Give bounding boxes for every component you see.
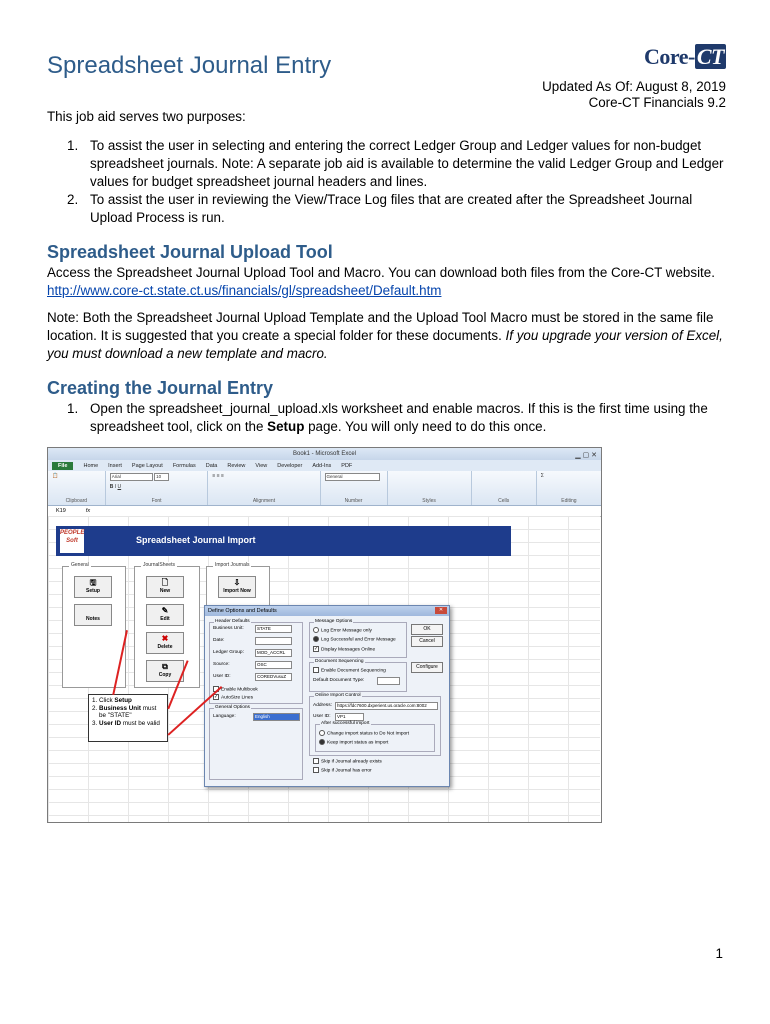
callout-text: 1. Click <box>92 697 115 704</box>
button-label: Setup <box>86 588 100 594</box>
options-dialog <box>204 605 450 787</box>
excel-screenshot <box>47 447 602 823</box>
page-number: 1 <box>715 946 723 961</box>
version: Core-CT Financials 9.2 <box>588 95 726 110</box>
intro-text: This job aid serves two purposes: <box>47 109 246 124</box>
paste-icon[interactable]: 📋 <box>52 473 59 479</box>
callout-text: 2. <box>92 704 100 712</box>
group-legend: General Options <box>215 705 250 710</box>
list-number: 2. <box>67 192 79 207</box>
upload-tool-paragraph <box>47 264 727 300</box>
dialog-title: Define Options and Defaults <box>208 608 277 614</box>
checkbox-icon: ✓ <box>314 647 319 652</box>
callout-text: must be valid <box>121 719 160 727</box>
checkbox-label: AutoSize Lines <box>221 695 253 701</box>
checkbox-label: Display Messages Online <box>321 647 376 653</box>
list-number: 1. <box>67 401 79 416</box>
close-icon[interactable]: ✕ <box>435 607 447 614</box>
purpose-list <box>47 137 727 227</box>
online-user-label: User ID: <box>313 714 331 719</box>
checkbox-icon <box>313 667 319 673</box>
source-label: Source: <box>213 662 230 667</box>
setup-icon: 🖫 <box>89 578 97 587</box>
tab-review[interactable]: Review <box>227 462 246 469</box>
tab-add-ins[interactable]: Add-Ins <box>312 462 332 469</box>
cancel-button[interactable]: Cancel <box>411 636 443 647</box>
tab-file[interactable]: File <box>52 462 73 470</box>
group-legend: After successful import <box>321 721 370 726</box>
section-heading-creating: Creating the Journal Entry <box>47 378 274 398</box>
ledger-group-input[interactable]: MOD_ACCRL <box>255 649 292 657</box>
tab-pdf[interactable]: PDF <box>341 462 353 469</box>
ribbon <box>48 471 601 506</box>
tab-insert[interactable]: Insert <box>108 462 122 469</box>
msg-error-only-radio[interactable] <box>313 627 372 633</box>
after-import-group <box>315 721 435 752</box>
callout-text: 3. <box>92 719 100 727</box>
ribbon-group-number <box>321 471 388 505</box>
skip-exists-checkbox[interactable] <box>313 758 382 764</box>
checkbox-label: Enable Multibook <box>221 687 258 693</box>
new-icon: 🗋 <box>161 578 169 587</box>
tab-data[interactable]: Data <box>205 462 218 469</box>
group-legend: Header Defaults <box>215 619 250 624</box>
note-paragraph <box>47 309 727 363</box>
group-label: Number <box>344 498 363 504</box>
copy-icon: ⧉ <box>162 662 168 671</box>
checkbox-icon <box>313 758 319 764</box>
display-messages-checkbox[interactable] <box>313 646 375 652</box>
document-meta <box>542 79 726 111</box>
worksheet[interactable] <box>48 516 600 822</box>
ok-button[interactable]: OK <box>411 624 443 635</box>
new-button[interactable] <box>146 576 184 598</box>
enable-doc-seq-checkbox[interactable] <box>313 667 386 673</box>
callout-line-3: be "STATE" <box>99 712 132 720</box>
group-legend: General <box>71 562 89 568</box>
ribbon-group-font <box>106 471 209 505</box>
msg-success-error-radio[interactable] <box>313 636 396 642</box>
import-now-button[interactable] <box>218 576 256 598</box>
peoplesoft-logo: PEOPLE Soft <box>60 529 84 553</box>
notes-button[interactable] <box>74 604 112 626</box>
dialog-titlebar <box>205 606 449 616</box>
callout-bold: Setup <box>114 697 132 704</box>
business-unit-label: Business Unit: <box>213 626 244 631</box>
font-name-select[interactable]: Arial <box>110 473 153 481</box>
logo-text: Core- <box>644 44 695 69</box>
step-text: Open the spreadsheet_journal_upload.xls worksheet and enable macros. If this is the first time using the spreadsheet tool, click on the <box>90 401 708 434</box>
autosize-lines-checkbox[interactable] <box>213 694 253 700</box>
ribbon-group-clipboard <box>48 471 106 505</box>
radio-icon <box>313 636 319 642</box>
import-icon: ⇩ <box>233 578 241 587</box>
tab-page-layout[interactable]: Page Layout <box>131 462 163 469</box>
font-size-select[interactable]: 10 <box>154 473 169 481</box>
core-ct-logo <box>644 44 726 70</box>
window-title: Book1 - Microsoft Excel <box>292 451 357 457</box>
radio-icon <box>319 730 325 736</box>
step-bold: Setup <box>267 419 305 434</box>
paragraph-text: Access the Spreadsheet Journal Upload Tool and Macro. You can download both files from the Core-CT website. <box>47 265 715 280</box>
radio-label: Change import status to Do Not Import <box>327 731 410 737</box>
online-user-input[interactable]: VP1 <box>335 713 364 721</box>
list-text: To assist the user in reviewing the View/Trace Log files that are created after the Spreadsheet Journal Upload Process is run. <box>90 192 693 225</box>
setup-button[interactable] <box>74 576 112 598</box>
updated-date: Updated As Of: August 8, 2019 <box>542 79 726 94</box>
configure-button[interactable]: Configure <box>411 662 443 673</box>
download-link[interactable]: http://www.core-ct.state.ct.us/financials/gl/spreadsheet/Default.htm <box>47 283 442 298</box>
change-status-radio[interactable] <box>319 730 409 736</box>
checkbox-icon: ✓ <box>214 695 219 700</box>
import-banner <box>56 526 511 556</box>
import-title: Spreadsheet Journal Import <box>136 535 256 545</box>
note-italic: If you upgrade your version of Excel, you must download a new template and macro. <box>47 328 723 361</box>
list-item <box>47 137 727 191</box>
list-item <box>47 400 727 436</box>
fx-icon: fx <box>85 508 91 514</box>
window-controls[interactable]: ▁ ▢ ✕ <box>575 452 597 459</box>
callout-bold: Business Unit <box>99 704 142 712</box>
group-label: Cells <box>498 498 510 504</box>
instruction-callout <box>88 694 168 742</box>
list-item <box>47 191 727 227</box>
address-label: Address: <box>313 703 332 708</box>
group-legend: Import Journals <box>215 562 250 568</box>
checkbox-label: Skip if Journal already exists <box>321 759 382 765</box>
delete-button[interactable] <box>146 632 184 654</box>
group-label: Editing <box>561 498 577 504</box>
button-label: New <box>159 588 171 594</box>
edit-icon: ✎ <box>161 606 169 615</box>
number-format-select[interactable]: General <box>325 473 380 481</box>
steps-list <box>47 400 727 436</box>
ribbon-group-styles <box>388 471 472 505</box>
checkbox-label: Enable Document Sequencing <box>321 668 386 674</box>
default-doc-type-label: Default Document Type: <box>313 678 365 683</box>
callout-line-1 <box>92 697 164 705</box>
callout-line-2 <box>92 705 164 713</box>
tab-home[interactable]: Home <box>83 462 99 469</box>
user-id-input[interactable]: COREDVusuZ <box>255 673 292 681</box>
ledger-group-label: Ledger Group: <box>213 650 244 655</box>
edit-button[interactable] <box>146 604 184 626</box>
ribbon-group-alignment <box>208 471 320 505</box>
group-legend: Document Sequencing <box>315 659 364 664</box>
excel-titlebar <box>48 448 601 460</box>
ribbon-tabs <box>48 460 601 471</box>
list-text: To assist the user in selecting and entering the correct Ledger Group and Ledger values for non-budget spreadsheet journals. Note: A separate job aid is available to determine the valid Ledger Group and Ledger values for budget spreadsheet journal headers and lines. <box>90 138 724 189</box>
user-id-label: User ID: <box>213 674 231 679</box>
ribbon-group-editing <box>537 471 601 505</box>
default-doc-type-input[interactable] <box>377 677 400 685</box>
sum-icon[interactable]: Σ <box>540 473 544 479</box>
delete-icon: ✖ <box>161 634 169 643</box>
group-legend: Online Import Control <box>315 693 361 698</box>
callout-text: must <box>141 704 157 712</box>
button-label: Copy <box>158 672 172 678</box>
group-label: Font <box>151 498 162 504</box>
tab-developer[interactable]: Developer <box>277 462 303 469</box>
checkbox-label: Skip if Journal has error <box>321 768 372 774</box>
language-label: Language: <box>213 714 236 719</box>
date-label: Date: <box>213 638 225 643</box>
address-input[interactable]: https://fdc7600.dxperient.us.oracle.com:8002 <box>335 702 438 710</box>
source-input[interactable]: OSC <box>255 661 292 669</box>
tab-view[interactable]: View <box>255 462 268 469</box>
language-select[interactable]: English <box>253 713 300 721</box>
callout-line-4 <box>92 720 164 728</box>
business-unit-input[interactable]: STATE <box>255 625 292 633</box>
date-input[interactable] <box>255 637 292 645</box>
group-label: Styles <box>422 498 436 504</box>
font-format-icons[interactable]: B I U <box>109 484 122 490</box>
radio-label: Log Error Message only <box>321 628 372 634</box>
group-label: Alignment <box>252 498 276 504</box>
button-label: Import Now <box>223 588 251 594</box>
tab-formulas[interactable]: Formulas <box>172 462 196 469</box>
group-legend: Message Options <box>315 619 353 624</box>
align-icons[interactable]: ≡ ≡ ≡ <box>212 473 224 479</box>
button-label: Notes <box>86 616 100 622</box>
list-number: 1. <box>67 138 79 153</box>
section-heading-upload-tool: Spreadsheet Journal Upload Tool <box>47 242 333 262</box>
checkbox-icon <box>313 767 319 773</box>
ribbon-group-cells <box>472 471 537 505</box>
logo-ct: CT <box>696 44 724 69</box>
button-label: Delete <box>157 644 173 650</box>
group-label: Clipboard <box>65 498 88 504</box>
radio-label: Keep import status as Import <box>327 740 389 746</box>
skip-error-checkbox[interactable] <box>313 767 372 773</box>
group-legend: JournalSheets <box>143 562 175 568</box>
keep-status-radio[interactable] <box>319 739 388 745</box>
step-text-end: page. You will only need to do this once. <box>304 419 547 434</box>
note-text: Note: Both the Spreadsheet Journal Upload Template and the Upload Tool Macro must be stored in the same file location. It is suggested that you create a special folder for these documents. <box>47 310 714 343</box>
page-title: Spreadsheet Journal Entry <box>47 52 332 79</box>
name-box[interactable]: K19 <box>56 508 66 514</box>
callout-bold: User ID <box>99 719 122 727</box>
radio-label: Log Successful and Error Message <box>321 637 396 643</box>
button-label: Edit <box>160 616 170 622</box>
radio-icon <box>319 739 325 745</box>
radio-icon <box>313 627 319 633</box>
